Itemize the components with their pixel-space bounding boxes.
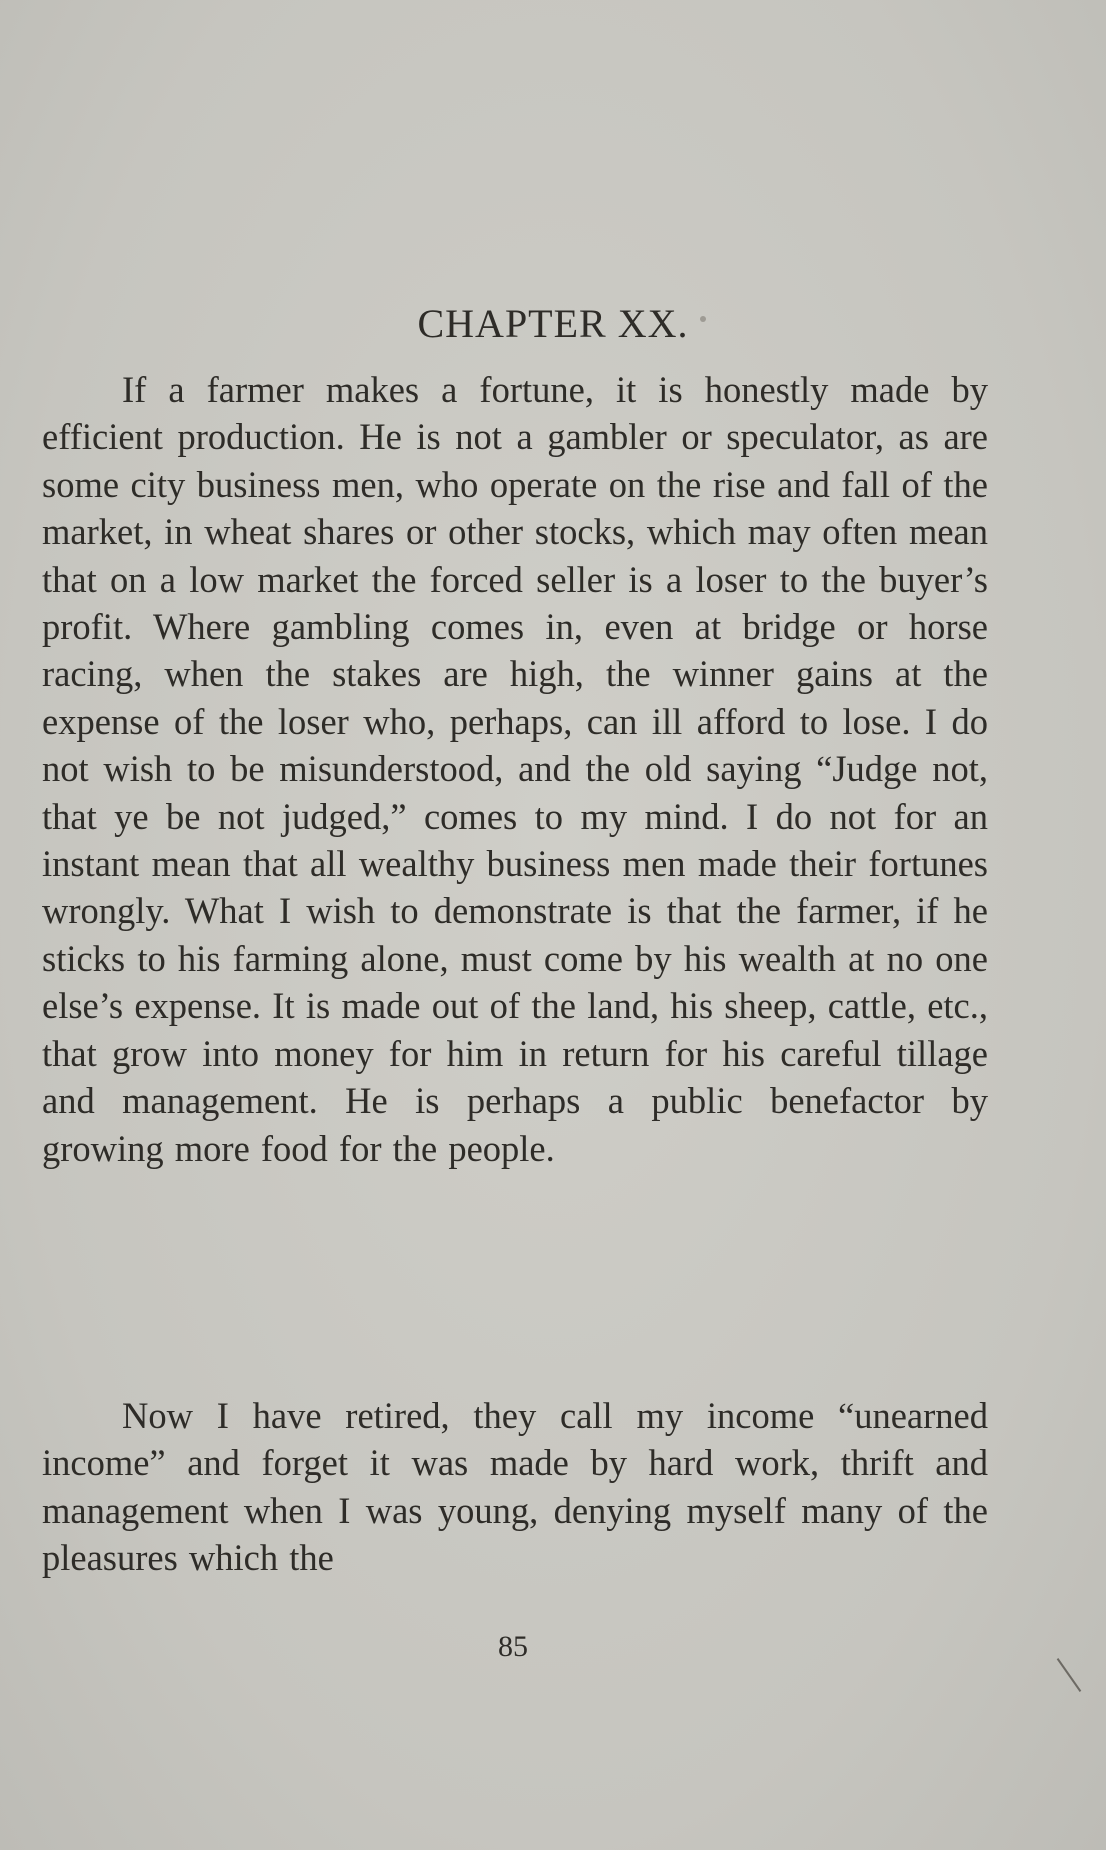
paragraph-2	[42, 1392, 988, 1582]
chapter-title: CHAPTER XX.	[417, 301, 689, 346]
paragraph-text: Now I have retired, they call my income “unearned income” and forget it was made by hard work, thrift and management when I was young, denying myself many of the pleasures which the	[42, 1395, 988, 1579]
page-number: 85	[498, 1630, 528, 1663]
edge-mark	[1057, 1658, 1082, 1692]
paragraph-1	[42, 366, 988, 1172]
paragraph-text: If a farmer makes a fortune, it is honestly made by efficient production. He is not a gambler or speculator, as are some city business men, who operate on the rise and fall of the market, in wheat shares or other stocks, which may often mean that on a low market the forced seller is a loser to the buyer’s profit. Where gambling comes in, even at bridge or horse racing, when the stakes are high, the winner gains at the expense of the loser who, perhaps, can ill afford to lose. I do not wish to be misunderstood, and the old saying “Judge not, that ye be not judged,” comes to my mind. I do not for an instant mean that all wealthy business men made their fortunes wrongly. What I wish to demonstrate is that the farmer, if he sticks to his farming alone, must come by his wealth at no one else’s expense. It is made out of the land, his sheep, cattle, etc., that grow into money for him in return for his careful tillage and management. He is perhaps a public benefactor by growing more food for the people.	[42, 369, 988, 1169]
